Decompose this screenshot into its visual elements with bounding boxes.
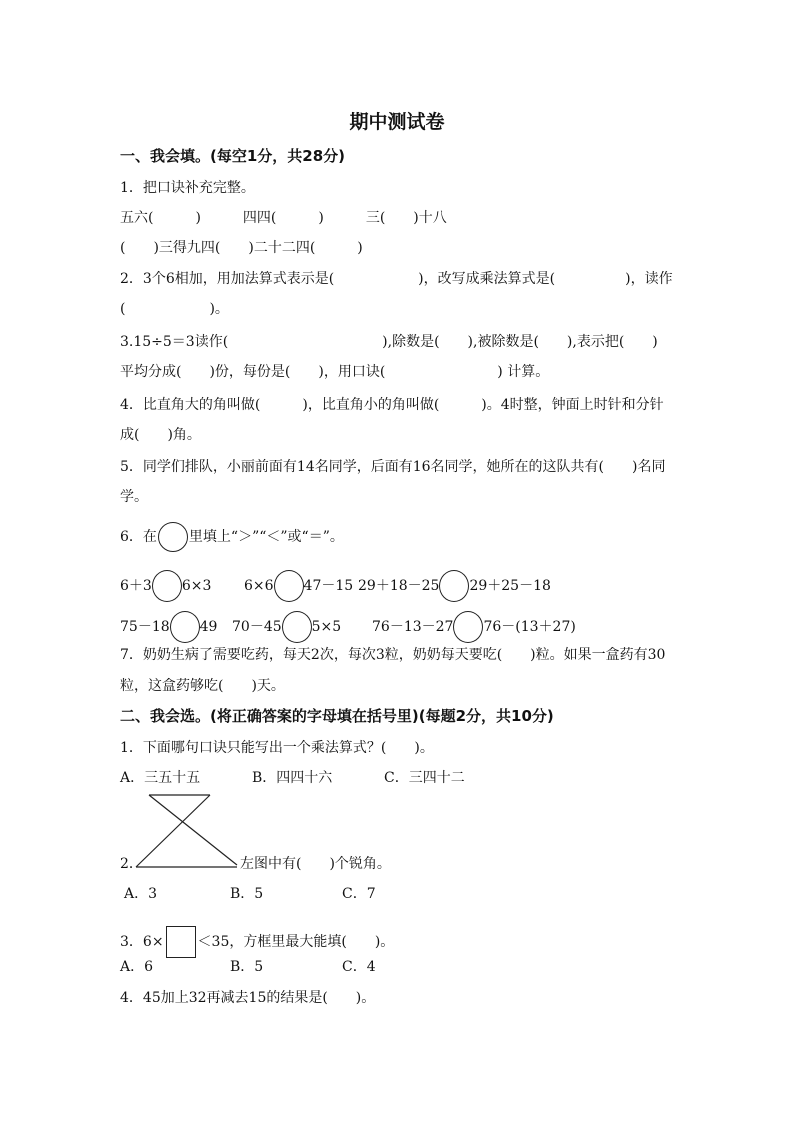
- s1-q7-line2: 粒，这盒药够吃( )天。: [120, 678, 285, 694]
- answer-circle[interactable]: [439, 570, 469, 602]
- s2-q3-after: ＜35，方框里最大能填( )。: [197, 934, 395, 950]
- s2-q2-number: 2．: [120, 856, 143, 872]
- compare-right: 76－(13＋27): [483, 619, 576, 635]
- s2-q1-option-b: B．四四十六: [252, 770, 333, 786]
- section-1-heading: 一、我会填。(每空1分，共28分): [120, 147, 346, 165]
- s2-q1-stem: 1．下面哪句口诀只能写出一个乘法算式？( )。: [120, 740, 434, 756]
- page-title: 期中测试卷: [349, 111, 445, 133]
- s1-q5-line1: 5．同学们排队，小丽前面有14名同学，后面有16名同学，她所在的这队共有( )名同: [120, 459, 666, 475]
- s2-q2-stem: 左图中有( )个锐角。: [240, 856, 391, 872]
- s1-q6-stem: [120, 522, 344, 552]
- compare-right: 6×3: [181, 578, 212, 594]
- section-2-heading: 二、我会选。(将正确答案的字母填在括号里)(每题2分，共10分): [120, 707, 554, 725]
- s2-q4-stem: 4．45加上32再减去15的结果是( )。: [120, 990, 376, 1006]
- answer-circle[interactable]: [453, 611, 483, 643]
- s1-q6-item-2: [244, 570, 353, 602]
- compare-right: 47－15: [303, 578, 354, 594]
- s1-q6-item-5: [232, 611, 341, 643]
- s1-q6-item-1: [120, 570, 211, 602]
- s1-q3-line1: 3.15÷5＝3读作( ),除数是( ),被除数是( ),表示把( ): [120, 334, 658, 350]
- s1-q1-line2: ( )三得九四( )二十二四( ): [120, 240, 363, 256]
- s1-q1-line1: 五六( ) 四四( ) 三( )十八: [120, 210, 447, 226]
- s1-q5-line2: 学。: [120, 489, 148, 505]
- s1-q6-item-6: [372, 611, 576, 643]
- answer-circle[interactable]: [274, 570, 304, 602]
- s2-q1-option-a: A．三五十五: [120, 770, 201, 786]
- answer-circle[interactable]: [152, 570, 182, 602]
- compare-right: 29＋25－18: [469, 578, 551, 594]
- s1-q6-stem-after: 里填上“＞”“＜”或“＝”。: [188, 529, 344, 545]
- compare-left: 6＋3: [120, 578, 152, 594]
- compare-right: 49: [199, 619, 218, 635]
- s2-q2-option-a: A．3: [124, 886, 158, 902]
- s1-q4-line1: 4．比直角大的角叫做( )，比直角小的角叫做( )。4时整，钟面上时针和分针: [120, 397, 664, 413]
- figure-diagonal-line: [136, 795, 210, 867]
- s2-q2-option-b: B．5: [230, 886, 264, 902]
- answer-circle[interactable]: [170, 611, 200, 643]
- s1-q7-line1: 7．奶奶生病了需要吃药，每天2次，每次3粒，奶奶每天要吃( )粒。如果一盒药有30: [120, 647, 666, 663]
- compare-circle-icon: [158, 522, 188, 552]
- s1-q3-line2: 平均分成( )份，每份是( )，用口诀( ) 计算。: [120, 364, 550, 380]
- s1-q1-stem: 1．把口诀补充完整。: [120, 180, 255, 196]
- s1-q6-stem-before: 6．在: [120, 529, 157, 545]
- s2-q3-stem: [120, 926, 394, 958]
- s1-q6-item-4: [120, 611, 217, 643]
- compare-left: 29＋18－25: [358, 578, 440, 594]
- s1-q2-line1: 2．3个6相加，用加法算式表示是( )，改写成乘法算式是( )，读作: [120, 271, 673, 287]
- s1-q6-item-3: [358, 570, 551, 602]
- compare-left: 6×6: [244, 578, 274, 594]
- compare-left: 75－18: [120, 619, 170, 635]
- figure-diagonal-line: [149, 795, 237, 865]
- s2-q2-option-c: C．7: [342, 886, 376, 902]
- compare-left: 70－45: [232, 619, 282, 635]
- answer-box[interactable]: [166, 926, 196, 958]
- angle-figure: [132, 792, 244, 872]
- answer-circle[interactable]: [282, 611, 312, 643]
- s1-q4-line2: 成( )角。: [120, 427, 201, 443]
- s2-q3-option-a: A．6: [120, 959, 154, 975]
- compare-right: 5×5: [311, 619, 342, 635]
- s1-q2-line2: ( )。: [120, 301, 229, 317]
- s2-q3-option-b: B．5: [230, 959, 264, 975]
- s2-q3-option-c: C．4: [342, 959, 376, 975]
- s2-q1-option-c: C．三四十二: [384, 770, 465, 786]
- s2-q3-before: 3．6×: [120, 934, 164, 950]
- compare-left: 76－13－27: [372, 619, 454, 635]
